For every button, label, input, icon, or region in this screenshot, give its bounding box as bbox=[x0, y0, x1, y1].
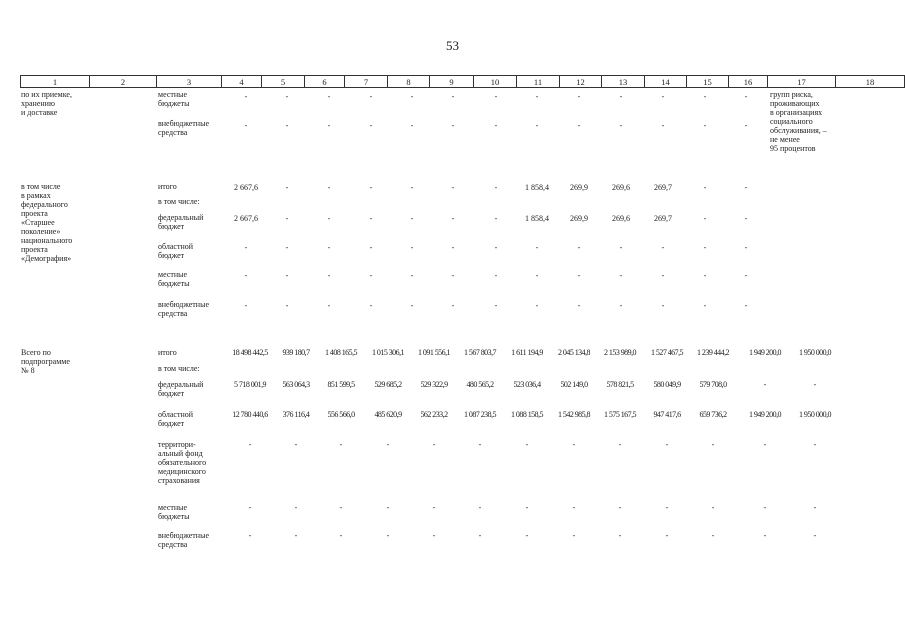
funding-source bbox=[158, 242, 193, 260]
amount-value: 2 667,6 bbox=[234, 183, 258, 192]
header-col-14: 14 bbox=[645, 76, 687, 88]
project-name-line: «Старшее bbox=[21, 218, 55, 227]
empty-value-dash: - bbox=[285, 271, 289, 280]
empty-value-dash: - bbox=[711, 531, 715, 540]
amount-value: 269,6 bbox=[612, 183, 630, 192]
header-col-17: 17 bbox=[768, 76, 836, 88]
amount-value: 1 858,4 bbox=[525, 183, 549, 192]
funding-source-line: средства bbox=[158, 128, 188, 137]
empty-value-dash: - bbox=[535, 243, 539, 252]
empty-value-dash: - bbox=[248, 503, 252, 512]
funding-source-line: в том числе: bbox=[158, 364, 200, 373]
empty-value-dash: - bbox=[665, 440, 669, 449]
empty-value-dash: - bbox=[244, 271, 248, 280]
header-col-13: 13 bbox=[602, 76, 645, 88]
empty-value-dash: - bbox=[494, 183, 498, 192]
empty-value-dash: - bbox=[410, 301, 414, 310]
empty-value-dash: - bbox=[661, 243, 665, 252]
empty-value-dash: - bbox=[813, 440, 817, 449]
empty-value-dash: - bbox=[386, 531, 390, 540]
empty-value-dash: - bbox=[665, 503, 669, 512]
empty-value-dash: - bbox=[478, 503, 482, 512]
target-indicator-line: групп риска, bbox=[770, 90, 813, 99]
target-indicator-line: в организациях bbox=[770, 108, 823, 117]
funding-source-line: федеральный bbox=[158, 213, 204, 222]
empty-value-dash: - bbox=[661, 92, 665, 101]
amount-value: 269,9 bbox=[570, 214, 588, 223]
header-col-16: 16 bbox=[729, 76, 768, 88]
empty-value-dash: - bbox=[703, 92, 707, 101]
funding-source bbox=[158, 182, 177, 191]
empty-value-dash: - bbox=[618, 531, 622, 540]
amount-value: 1 949 200,0 bbox=[749, 410, 781, 419]
empty-value-dash: - bbox=[813, 503, 817, 512]
target-indicator-line: не менее bbox=[770, 135, 800, 144]
empty-value-dash: - bbox=[451, 121, 455, 130]
empty-value-dash: - bbox=[703, 183, 707, 192]
header-col-3: 3 bbox=[157, 76, 222, 88]
empty-value-dash: - bbox=[339, 531, 343, 540]
amount-value: 1 949 200,0 bbox=[749, 348, 781, 357]
empty-value-dash: - bbox=[703, 271, 707, 280]
funding-source-line: медицинского bbox=[158, 467, 206, 476]
empty-value-dash: - bbox=[451, 214, 455, 223]
empty-value-dash: - bbox=[410, 92, 414, 101]
subprogram-total-name-line: № 8 bbox=[21, 366, 35, 375]
empty-value-dash: - bbox=[494, 121, 498, 130]
empty-value-dash: - bbox=[327, 301, 331, 310]
empty-value-dash: - bbox=[285, 301, 289, 310]
project-name-line: в рамках bbox=[21, 191, 51, 200]
funding-source-line: местные bbox=[158, 503, 188, 512]
amount-value: 523 036,4 bbox=[513, 380, 541, 389]
amount-value: 579 708,0 bbox=[699, 380, 727, 389]
empty-value-dash: - bbox=[432, 503, 436, 512]
empty-value-dash: - bbox=[703, 301, 707, 310]
amount-value: 1 408 165,5 bbox=[325, 348, 357, 357]
project-name-line: «Демография» bbox=[21, 254, 72, 263]
funding-source-line: бюджет bbox=[158, 251, 185, 260]
empty-value-dash: - bbox=[763, 440, 767, 449]
funding-source-line: бюджет bbox=[158, 389, 185, 398]
funding-source-line: бюджет bbox=[158, 222, 185, 231]
empty-value-dash: - bbox=[572, 503, 576, 512]
amount-value: 1 950 000,0 bbox=[799, 348, 831, 357]
column-number-header bbox=[20, 75, 905, 88]
amount-value: 1 858,4 bbox=[525, 214, 549, 223]
empty-value-dash: - bbox=[525, 440, 529, 449]
funding-source-line: внебюджетные bbox=[158, 300, 209, 309]
empty-value-dash: - bbox=[451, 92, 455, 101]
empty-value-dash: - bbox=[478, 531, 482, 540]
amount-value: 1 239 444,2 bbox=[697, 348, 729, 357]
empty-value-dash: - bbox=[339, 503, 343, 512]
subprogram-total-name-line: Всего по bbox=[21, 348, 51, 357]
empty-value-dash: - bbox=[285, 183, 289, 192]
header-col-9: 9 bbox=[430, 76, 474, 88]
amount-value: 502 149,0 bbox=[560, 380, 588, 389]
amount-value: 480 565,2 bbox=[466, 380, 494, 389]
empty-value-dash: - bbox=[661, 121, 665, 130]
funding-source bbox=[158, 380, 203, 398]
funding-source-line: средства bbox=[158, 540, 188, 549]
funding-source bbox=[158, 440, 206, 485]
empty-value-dash: - bbox=[410, 183, 414, 192]
amount-value: 1 527 467,5 bbox=[651, 348, 683, 357]
empty-value-dash: - bbox=[665, 531, 669, 540]
empty-value-dash: - bbox=[619, 243, 623, 252]
empty-value-dash: - bbox=[661, 271, 665, 280]
funding-source bbox=[158, 119, 209, 137]
amount-value: 947 417,6 bbox=[653, 410, 681, 419]
activity-name-line: хранению bbox=[21, 99, 55, 108]
empty-value-dash: - bbox=[451, 183, 455, 192]
funding-source-line: в том числе: bbox=[158, 197, 200, 206]
empty-value-dash: - bbox=[744, 92, 748, 101]
empty-value-dash: - bbox=[744, 243, 748, 252]
amount-value: 269,6 bbox=[612, 214, 630, 223]
amount-value: 578 821,5 bbox=[606, 380, 634, 389]
empty-value-dash: - bbox=[494, 214, 498, 223]
amount-value: 563 064,3 bbox=[282, 380, 310, 389]
amount-value: 5 718 001,9 bbox=[234, 380, 266, 389]
funding-source bbox=[158, 197, 200, 206]
funding-source bbox=[158, 410, 193, 428]
header-col-10: 10 bbox=[474, 76, 517, 88]
empty-value-dash: - bbox=[285, 92, 289, 101]
empty-value-dash: - bbox=[244, 243, 248, 252]
empty-value-dash: - bbox=[813, 380, 817, 389]
empty-value-dash: - bbox=[478, 440, 482, 449]
empty-value-dash: - bbox=[244, 92, 248, 101]
funding-source-line: обязательного bbox=[158, 458, 207, 467]
amount-value: 851 599,5 bbox=[327, 380, 355, 389]
empty-value-dash: - bbox=[619, 121, 623, 130]
amount-value: 269,7 bbox=[654, 214, 672, 223]
empty-value-dash: - bbox=[327, 121, 331, 130]
activity-name bbox=[21, 90, 72, 117]
activity-name-line: и доставке bbox=[21, 108, 58, 117]
amount-value: 2 667,6 bbox=[234, 214, 258, 223]
empty-value-dash: - bbox=[294, 440, 298, 449]
empty-value-dash: - bbox=[410, 121, 414, 130]
empty-value-dash: - bbox=[577, 121, 581, 130]
empty-value-dash: - bbox=[432, 440, 436, 449]
amount-value: 2 153 989,0 bbox=[604, 348, 636, 357]
empty-value-dash: - bbox=[618, 440, 622, 449]
empty-value-dash: - bbox=[494, 271, 498, 280]
empty-value-dash: - bbox=[494, 243, 498, 252]
empty-value-dash: - bbox=[339, 440, 343, 449]
amount-value: 580 049,9 bbox=[653, 380, 681, 389]
header-col-6: 6 bbox=[305, 76, 345, 88]
amount-value: 562 233,2 bbox=[420, 410, 448, 419]
empty-value-dash: - bbox=[744, 121, 748, 130]
amount-value: 1 611 194,9 bbox=[511, 348, 543, 357]
empty-value-dash: - bbox=[535, 301, 539, 310]
empty-value-dash: - bbox=[703, 121, 707, 130]
empty-value-dash: - bbox=[285, 214, 289, 223]
amount-value: 1 950 000,0 bbox=[799, 410, 831, 419]
empty-value-dash: - bbox=[451, 301, 455, 310]
empty-value-dash: - bbox=[244, 301, 248, 310]
empty-value-dash: - bbox=[703, 243, 707, 252]
empty-value-dash: - bbox=[432, 531, 436, 540]
empty-value-dash: - bbox=[618, 503, 622, 512]
empty-value-dash: - bbox=[327, 214, 331, 223]
empty-value-dash: - bbox=[244, 121, 248, 130]
amount-value: 1 575 167,5 bbox=[604, 410, 636, 419]
empty-value-dash: - bbox=[410, 271, 414, 280]
empty-value-dash: - bbox=[327, 243, 331, 252]
target-indicator-line: социального bbox=[770, 117, 813, 126]
project-name-line: проекта bbox=[21, 209, 48, 218]
amount-value: 556 566,0 bbox=[327, 410, 355, 419]
empty-value-dash: - bbox=[661, 301, 665, 310]
empty-value-dash: - bbox=[703, 214, 707, 223]
empty-value-dash: - bbox=[410, 214, 414, 223]
amount-value: 939 180,7 bbox=[282, 348, 310, 357]
empty-value-dash: - bbox=[711, 503, 715, 512]
empty-value-dash: - bbox=[813, 531, 817, 540]
activity-name-line: по их приемке, bbox=[21, 90, 72, 99]
empty-value-dash: - bbox=[369, 243, 373, 252]
project-name-line: поколение» bbox=[21, 227, 61, 236]
target-indicator-line: обслуживания, – bbox=[770, 126, 827, 135]
funding-source-line: итого bbox=[158, 348, 177, 357]
funding-source-line: федеральный bbox=[158, 380, 204, 389]
empty-value-dash: - bbox=[410, 243, 414, 252]
amount-value: 659 736,2 bbox=[699, 410, 727, 419]
amount-value: 376 116,4 bbox=[282, 410, 310, 419]
amount-value: 485 620,9 bbox=[374, 410, 402, 419]
funding-source-line: территори- bbox=[158, 440, 196, 449]
project-name-line: в том числе bbox=[21, 182, 61, 191]
funding-source-line: местные bbox=[158, 270, 188, 279]
empty-value-dash: - bbox=[572, 440, 576, 449]
target-indicator-line: 95 процентов bbox=[770, 144, 816, 153]
amount-value: 529 322,9 bbox=[420, 380, 448, 389]
empty-value-dash: - bbox=[369, 271, 373, 280]
header-col-11: 11 bbox=[517, 76, 560, 88]
empty-value-dash: - bbox=[763, 380, 767, 389]
page-number: 53 bbox=[446, 38, 459, 53]
header-col-1: 1 bbox=[21, 76, 90, 88]
amount-value: 1 015 306,1 bbox=[372, 348, 404, 357]
empty-value-dash: - bbox=[619, 92, 623, 101]
header-col-15: 15 bbox=[687, 76, 729, 88]
empty-value-dash: - bbox=[386, 440, 390, 449]
amount-value: 18 498 442,5 bbox=[232, 348, 268, 357]
amount-value: 269,9 bbox=[570, 183, 588, 192]
empty-value-dash: - bbox=[577, 243, 581, 252]
empty-value-dash: - bbox=[535, 92, 539, 101]
header-col-2: 2 bbox=[90, 76, 157, 88]
empty-value-dash: - bbox=[619, 271, 623, 280]
empty-value-dash: - bbox=[744, 183, 748, 192]
funding-source bbox=[158, 90, 190, 108]
funding-source bbox=[158, 270, 190, 288]
empty-value-dash: - bbox=[744, 301, 748, 310]
amount-value: 1 567 803,7 bbox=[464, 348, 496, 357]
empty-value-dash: - bbox=[248, 531, 252, 540]
empty-value-dash: - bbox=[744, 214, 748, 223]
funding-source-line: альный фонд bbox=[158, 449, 203, 458]
header-col-7: 7 bbox=[345, 76, 388, 88]
empty-value-dash: - bbox=[494, 301, 498, 310]
amount-value: 1 087 238,5 bbox=[464, 410, 496, 419]
funding-source bbox=[158, 348, 177, 357]
empty-value-dash: - bbox=[494, 92, 498, 101]
header-col-4: 4 bbox=[222, 76, 262, 88]
empty-value-dash: - bbox=[535, 121, 539, 130]
subprogram-total-name bbox=[21, 348, 70, 375]
amount-value: 1 091 556,1 bbox=[418, 348, 450, 357]
empty-value-dash: - bbox=[577, 301, 581, 310]
amount-value: 2 045 134,8 bbox=[558, 348, 590, 357]
empty-value-dash: - bbox=[369, 183, 373, 192]
empty-value-dash: - bbox=[577, 271, 581, 280]
funding-source-line: бюджеты bbox=[158, 512, 190, 521]
funding-source-line: бюджеты bbox=[158, 279, 190, 288]
empty-value-dash: - bbox=[369, 121, 373, 130]
funding-source-line: внебюджетные bbox=[158, 119, 209, 128]
empty-value-dash: - bbox=[577, 92, 581, 101]
empty-value-dash: - bbox=[369, 301, 373, 310]
empty-value-dash: - bbox=[248, 440, 252, 449]
project-name-line: национального bbox=[21, 236, 73, 245]
empty-value-dash: - bbox=[327, 183, 331, 192]
empty-value-dash: - bbox=[451, 243, 455, 252]
empty-value-dash: - bbox=[619, 301, 623, 310]
funding-source-line: бюджет bbox=[158, 419, 185, 428]
funding-source-line: средства bbox=[158, 309, 188, 318]
empty-value-dash: - bbox=[285, 121, 289, 130]
empty-value-dash: - bbox=[763, 531, 767, 540]
funding-source bbox=[158, 531, 209, 549]
empty-value-dash: - bbox=[369, 92, 373, 101]
header-col-8: 8 bbox=[388, 76, 430, 88]
project-name-line: федерального bbox=[21, 200, 68, 209]
header-col-12: 12 bbox=[560, 76, 602, 88]
funding-source-line: областной bbox=[158, 242, 194, 251]
target-indicator-line: проживающих bbox=[770, 99, 820, 108]
empty-value-dash: - bbox=[744, 271, 748, 280]
empty-value-dash: - bbox=[294, 531, 298, 540]
funding-source-line: внебюджетные bbox=[158, 531, 209, 540]
empty-value-dash: - bbox=[369, 214, 373, 223]
subprogram-total-name-line: подпрограмме bbox=[21, 357, 70, 366]
funding-source bbox=[158, 300, 209, 318]
funding-source-line: страхования bbox=[158, 476, 200, 485]
empty-value-dash: - bbox=[451, 271, 455, 280]
funding-source-line: областной bbox=[158, 410, 194, 419]
funding-source bbox=[158, 364, 200, 373]
header-col-18: 18 bbox=[836, 76, 905, 88]
funding-source-line: местные bbox=[158, 90, 188, 99]
empty-value-dash: - bbox=[327, 271, 331, 280]
funding-source-line: итого bbox=[158, 182, 177, 191]
empty-value-dash: - bbox=[327, 92, 331, 101]
empty-value-dash: - bbox=[294, 503, 298, 512]
target-indicator bbox=[770, 90, 827, 153]
funding-source bbox=[158, 503, 190, 521]
header-row bbox=[21, 76, 905, 88]
header-col-5: 5 bbox=[262, 76, 305, 88]
empty-value-dash: - bbox=[572, 531, 576, 540]
empty-value-dash: - bbox=[711, 440, 715, 449]
funding-source bbox=[158, 213, 203, 231]
empty-value-dash: - bbox=[763, 503, 767, 512]
empty-value-dash: - bbox=[525, 531, 529, 540]
amount-value: 529 685,2 bbox=[374, 380, 402, 389]
empty-value-dash: - bbox=[525, 503, 529, 512]
empty-value-dash: - bbox=[535, 271, 539, 280]
amount-value: 1 542 985,8 bbox=[558, 410, 590, 419]
funding-source-line: бюджеты bbox=[158, 99, 190, 108]
empty-value-dash: - bbox=[386, 503, 390, 512]
empty-value-dash: - bbox=[285, 243, 289, 252]
project-name bbox=[21, 182, 72, 263]
project-name-line: проекта bbox=[21, 245, 48, 254]
amount-value: 269,7 bbox=[654, 183, 672, 192]
amount-value: 12 780 440,6 bbox=[232, 410, 268, 419]
amount-value: 1 088 158,5 bbox=[511, 410, 543, 419]
